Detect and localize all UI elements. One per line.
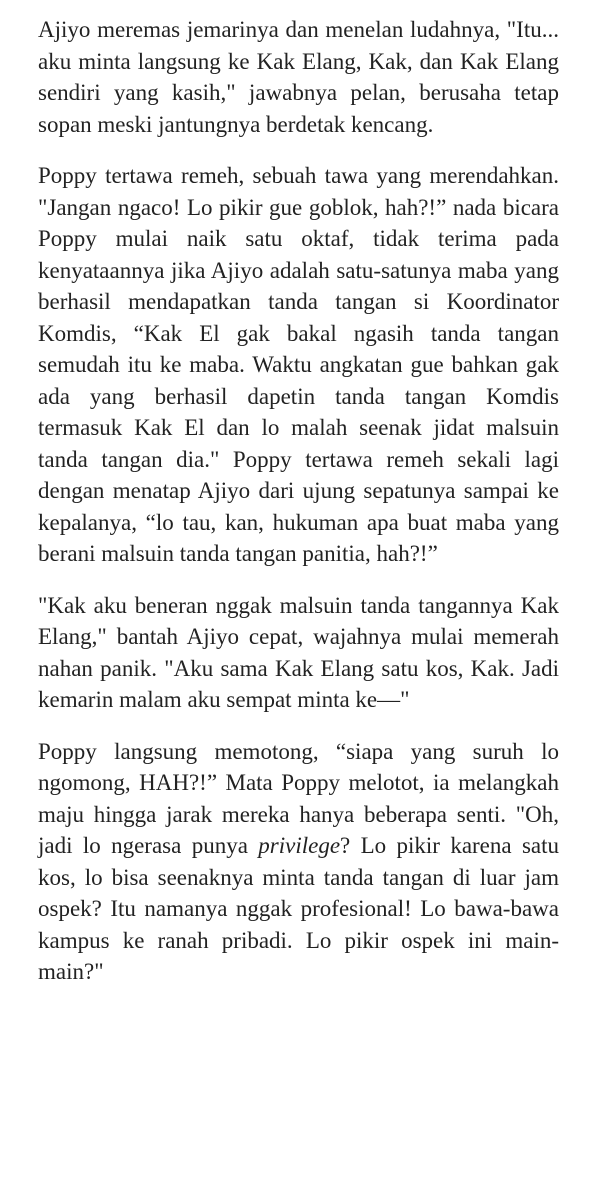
story-paragraph-3: "Kak aku beneran nggak malsuin tanda tangannya Kak Elang," bantah Ajiyo cepat, wajahnya mulai memerah nahan panik. "Aku sama Kak Elang satu kos, Kak. Jadi kemarin malam aku sempat minta ke—" [38, 592, 559, 712]
privilege-emphasis: privilege [258, 833, 341, 858]
story-paragraph-4-text-after: ? Lo pikir karena satu kos, lo bisa seenaknya minta tanda tangan di luar jam ospek? Itu namanya nggak profesional! Lo bawa-bawa kampus ke ranah pribadi. Lo pikir ospek ini main-main?" [38, 833, 560, 984]
story-paragraph-4 [38, 736, 559, 988]
story-paragraph-4-text-before: Poppy langsung memotong, “siapa yang suruh lo ngomong, HAH?!” Mata Poppy melotot, ia melangkah maju hingga jarak mereka hanya beberapa senti. "Oh, jadi lo ngerasa punya [38, 738, 559, 858]
story-paragraph-2: Poppy tertawa remeh, sebuah tawa yang merendahkan. "Jangan ngaco! Lo pikir gue goblok, hah?!” nada bicara Poppy mulai naik satu oktaf, tidak terima pada kenyataannya jika Ajiyo adalah satu-satunya maba yang berhasil mendapatkan tanda tangan si Koordinator Komdis, “Kak El gak bakal ngasih tanda tangan semudah itu ke maba. Waktu angkatan gue bahkan gak ada yang berhasil dapetin tanda tangan Komdis termasuk Kak El dan lo malah seenak jidat malsuin tanda tangan dia." Poppy tertawa remeh sekali lagi dengan menatap Ajiyo dari ujung sepatunya sampai ke kepalanya, “lo tau, kan, hukuman apa buat maba yang berani malsuin tanda tangan panitia, hah?!” [38, 163, 559, 566]
story-paragraph-1: Ajiyo meremas jemarinya dan menelan ludahnya, "Itu... aku minta langsung ke Kak Elang, Kak, dan Kak Elang sendiri yang kasih," jawabnya pelan, berusaha tetap sopan meski jantungnya berdetak kencang. [38, 17, 559, 137]
